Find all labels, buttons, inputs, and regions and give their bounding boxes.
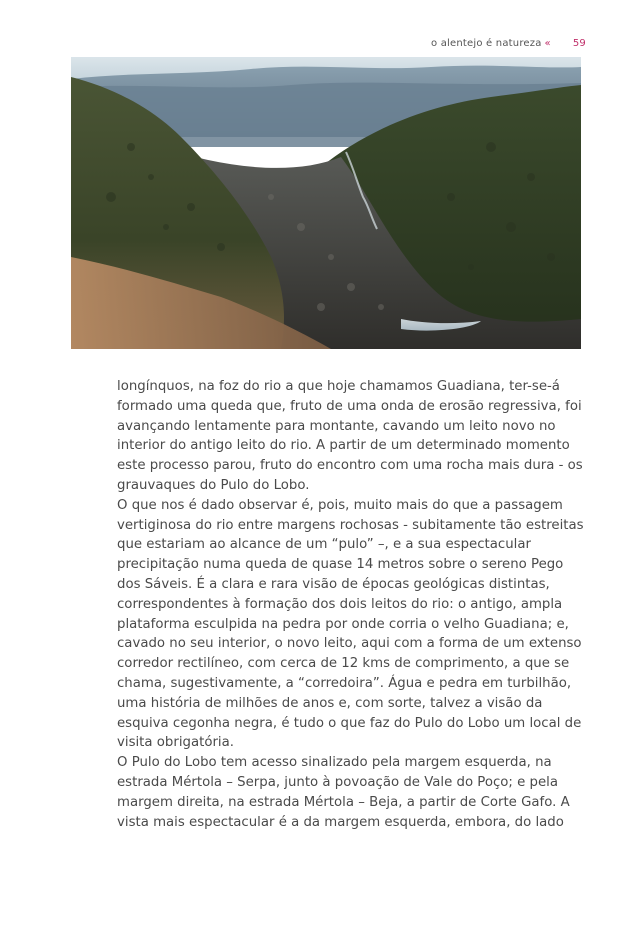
body-paragraph: longínquos, na foz do rio a que hoje chamamos Guadiana, ter-se-á formado uma queda que, fruto de uma onda de erosão regressiva, foi avançando lentamente para montante, cavando um leito novo no interior do antigo leito do rio. A partir de um determinado momento este processo parou, fruto do encontro com uma rocha mais dura - os grauvaques do Pulo do Lobo.	[117, 379, 583, 493]
landscape-photo	[71, 57, 581, 349]
running-header	[431, 38, 586, 49]
header-separator: «	[544, 38, 551, 49]
article-body	[117, 377, 585, 832]
page-number: 59	[572, 38, 586, 49]
running-title: o alentejo é natureza	[431, 38, 542, 49]
body-paragraph: O que nos é dado observar é, pois, muito mais do que a passagem vertiginosa do rio entre margens rochosas - subitamente tão estreitas que estariam ao alcance de um “pulo” –, e a sua espectacular precipitação numa queda de quase 14 metros sobre o sereno Pego dos Sáveis. É a clara e rara visão de épocas geológicas distintas, correspondentes à formação dos dois leitos do rio: o antigo, ampla plataforma esculpida na pedra por onde corria o velho Guadiana; e, cavado no seu interior, o novo leito, aqui com a forma de um extenso corredor rectilíneo, com cerca de 12 kms de comprimento, a que se chama, sugestivamente, a “corredoira”. Água e pedra em turbilhão, uma história de milhões de anos e, com sorte, talvez a visão da esquiva cegonha negra, é tudo o que faz do Pulo do Lobo um local de visita obrigatória.	[117, 497, 584, 751]
canyon-landscape-illustration	[71, 57, 581, 349]
body-paragraph: O Pulo do Lobo tem acesso sinalizado pela margem esquerda, na estrada Mértola – Serpa, junto à povoação de Vale do Poço; e pela margem direita, na estrada Mértola – Beja, a partir de Corte Gafo. A vista mais espectacular é a da margem esquerda, embora, do lado	[117, 755, 570, 830]
